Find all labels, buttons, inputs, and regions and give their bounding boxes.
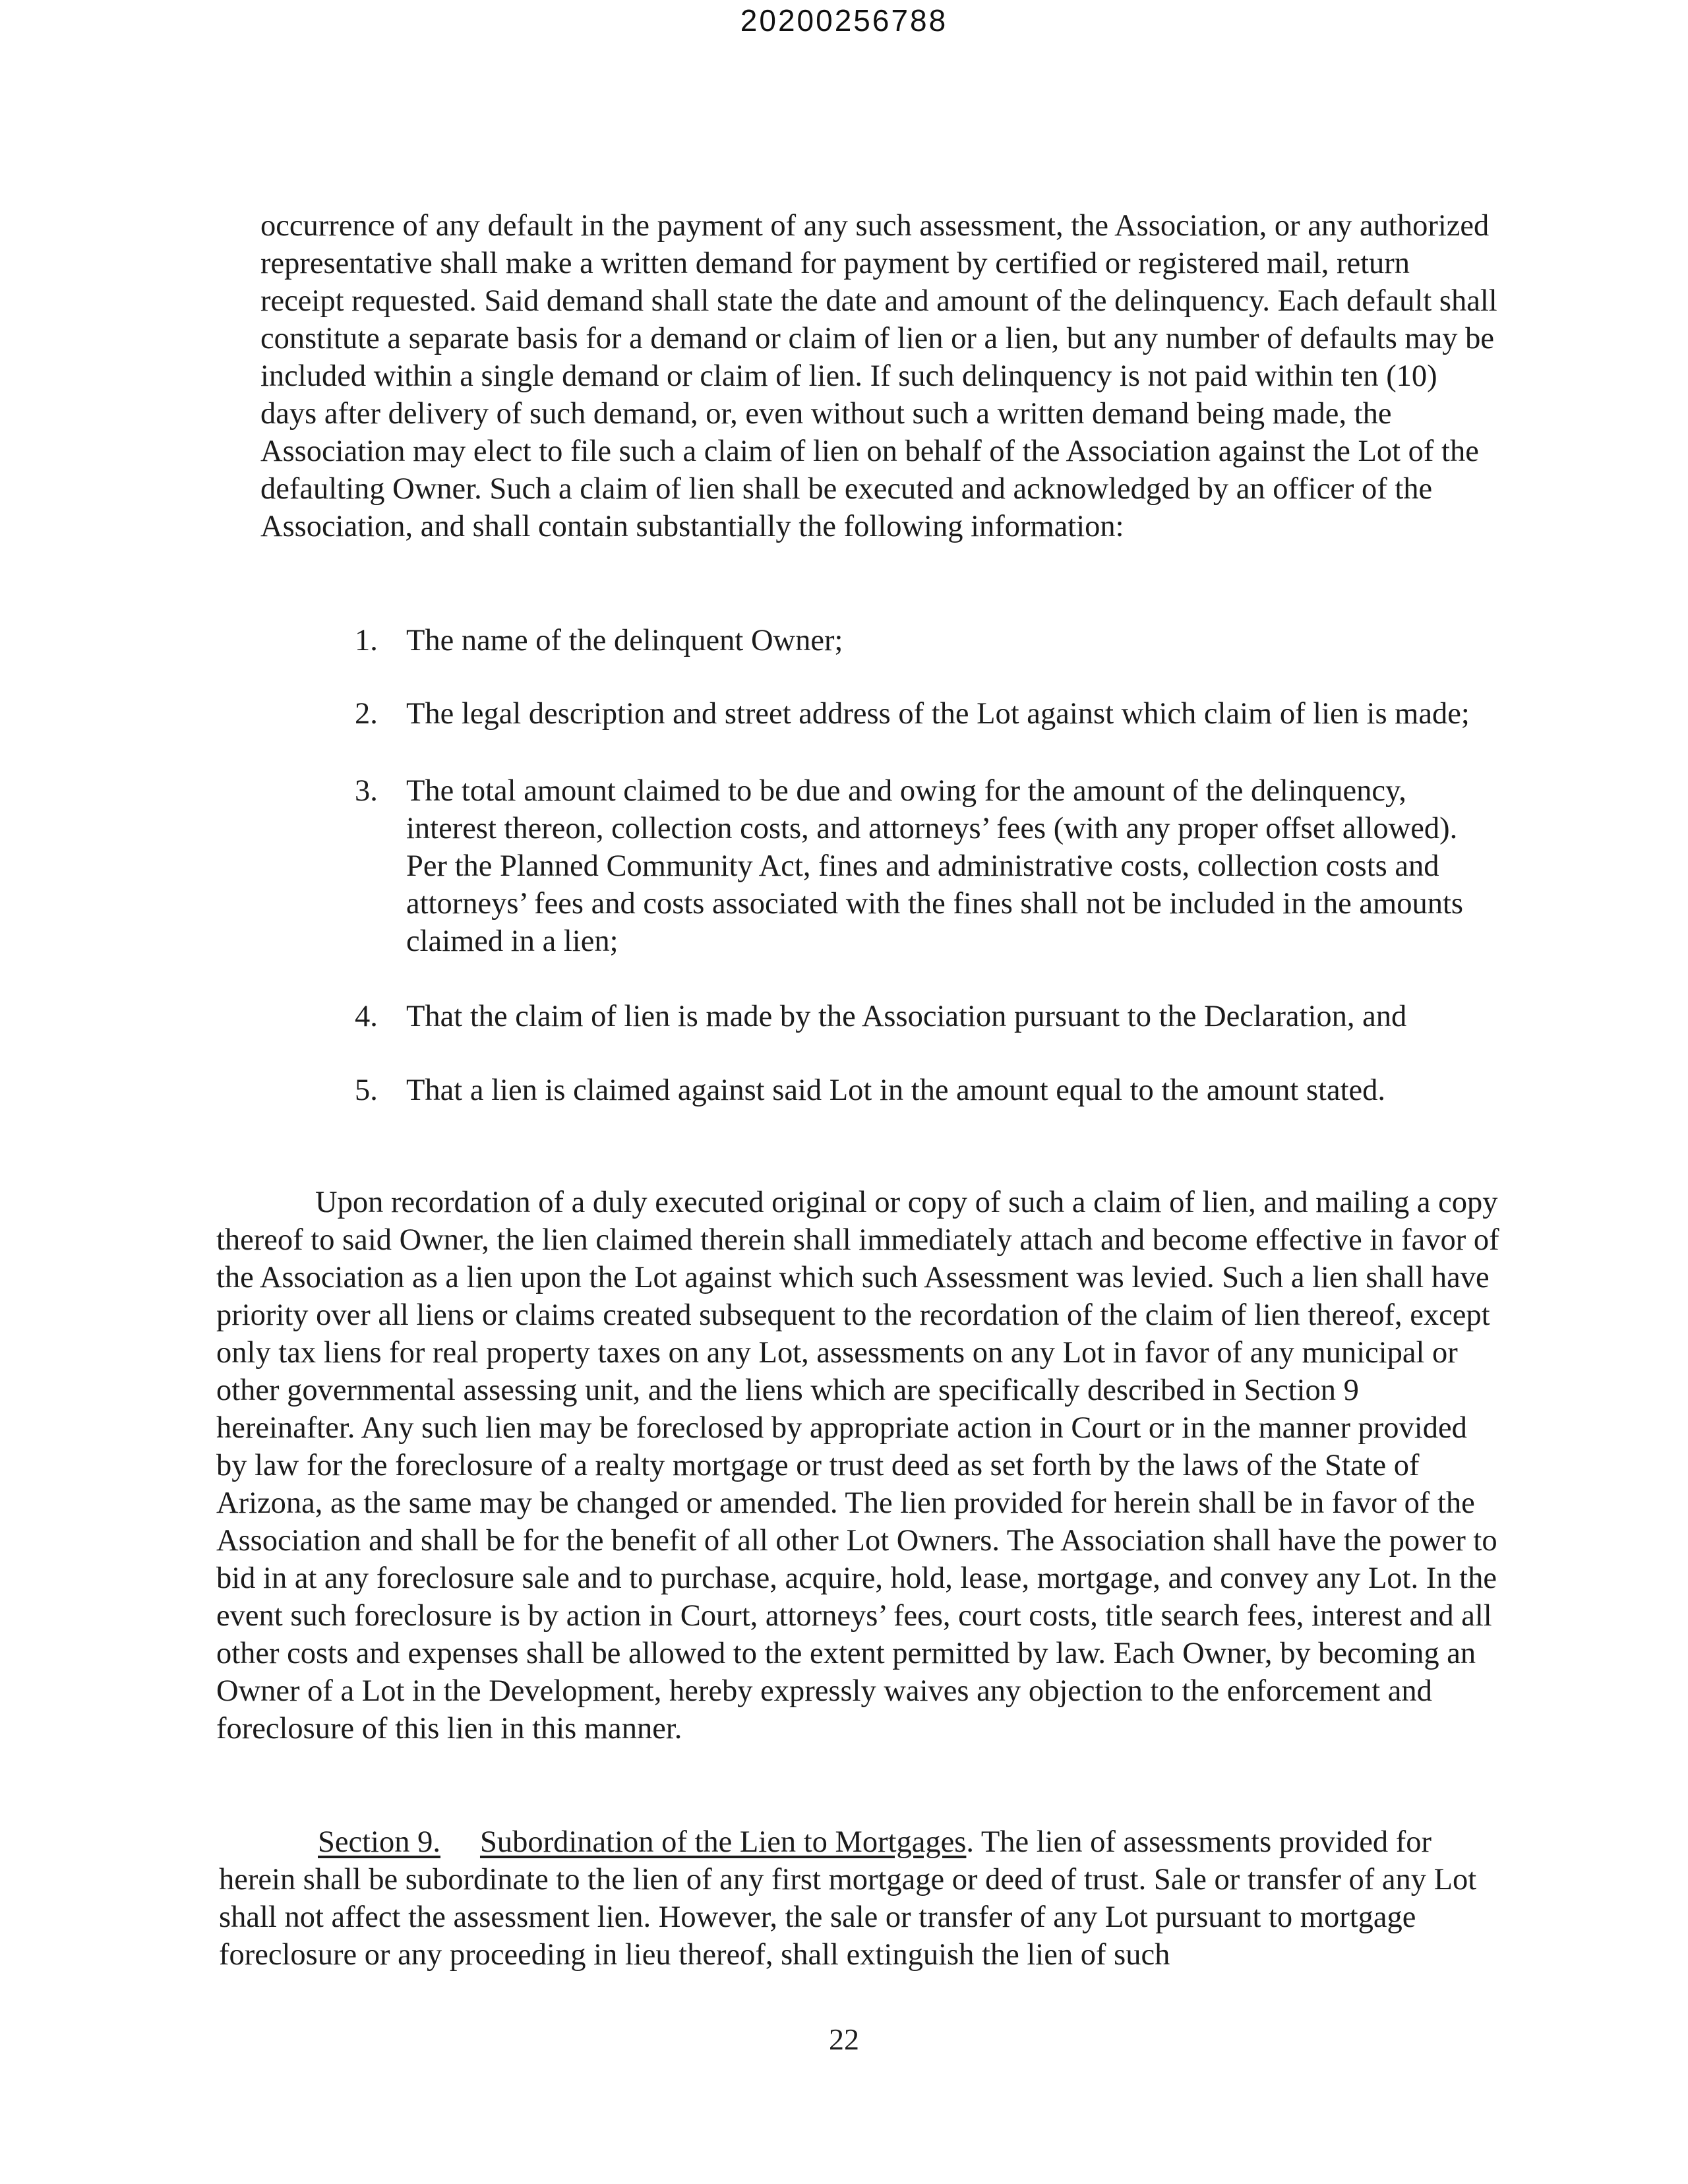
- list-item-text: The legal description and street address of the Lot against which claim of lien is made;: [406, 697, 1470, 731]
- list-item-number: 5.: [355, 1074, 378, 1107]
- section-9-title: Subordination of the Lien to Mortgages: [479, 1825, 967, 1859]
- document-number-header: 20200256788: [740, 3, 948, 38]
- list-item: [355, 772, 1502, 960]
- list-item-number: 1.: [355, 624, 378, 657]
- list-item: [355, 1072, 1502, 1109]
- page-number: 22: [829, 2022, 859, 2056]
- list-item-text: That the claim of lien is made by the Association pursuant to the Declaration, and: [406, 1000, 1407, 1033]
- list-item-text: The total amount claimed to be due and owing for the amount of the delinquency, interest thereon, collection costs, and attorneys’ fees (with any proper offset allowed). Per the Planned Community Act, fines and administrative costs, collection costs and attorneys’ fees and costs associated with the fines shall not be included in the amounts claimed in a lien;: [406, 774, 1463, 958]
- section-9-paragraph: [219, 1823, 1505, 1974]
- section-9-label: Section 9.: [318, 1825, 440, 1859]
- section-9-title-period: .: [966, 1825, 975, 1859]
- list-item: [355, 622, 1502, 659]
- list-item: [355, 998, 1502, 1035]
- list-item-number: 2.: [355, 697, 378, 731]
- recordation-paragraph: Upon recordation of a duly executed original or copy of such a claim of lien, and mailing a copy thereof to said Owner, the lien claimed therein shall immediately attach and become effective in favor of the Association as a lien upon the Lot against which such Assessment was levied. Such a lien shall have priority over all liens or claims created subsequent to the recordation of the claim of lien thereof, except only tax liens for real property taxes on any Lot, assessments on any Lot in favor of any municipal or other governmental assessing unit, and the liens which are specifically described in Section 9 hereinafter. Any such lien may be foreclosed by appropriate action in Court or in the manner provided by law for the foreclosure of a realty mortgage or trust deed as set forth by the laws of the State of Arizona, as the same may be changed or amended. The lien provided for herein shall be in favor of the Association and shall be for the benefit of all other Lot Owners. The Association shall have the power to bid in at any foreclosure sale and to purchase, acquire, hold, lease, mortgage, and convey any Lot. In the event such foreclosure is by action in Court, attorneys’ fees, court costs, title search fees, interest and all other costs and expenses shall be allowed to the extent permitted by law. Each Owner, by becoming an Owner of a Lot in the Development, hereby expressly waives any objection to the enforcement and foreclosure of this lien in this manner.: [216, 1186, 1499, 1745]
- lien-information-list: [355, 622, 1502, 1109]
- list-item-text: That a lien is claimed against said Lot in the amount equal to the amount stated.: [406, 1074, 1386, 1107]
- section-9-text: The lien of assessments provided for herein shall be subordinate to the lien of any first mortgage or deed of trust. Sale or transfer of any Lot shall not affect the assessment lien. However, the sale or transfer of any Lot pursuant to mortgage foreclosure or any proceeding in lieu thereof, shall extinguish the lien of such: [219, 1825, 1477, 1972]
- list-item-text: The name of the delinquent Owner;: [406, 624, 843, 657]
- list-item-number: 4.: [355, 1000, 378, 1033]
- list-item-number: 3.: [355, 774, 378, 808]
- list-item: [355, 695, 1502, 733]
- opening-paragraph: occurrence of any default in the payment of any such assessment, the Association, or any authorized representative shall make a written demand for payment by certified or registered mail, return receipt requested. Said demand shall state the date and amount of the delinquency. Each default shall constitute a separate basis for a demand or claim of lien or a lien, but any number of defaults may be included within a single demand or claim of lien. If such delinquency is not paid within ten (10) days after delivery of such demand, or, even without such a written demand being made, the Association may elect to file such a claim of lien on behalf of the Association against the Lot of the defaulting Owner. Such a claim of lien shall be executed and acknowledged by an officer of the Association, and shall contain substantially the following information:: [260, 209, 1497, 543]
